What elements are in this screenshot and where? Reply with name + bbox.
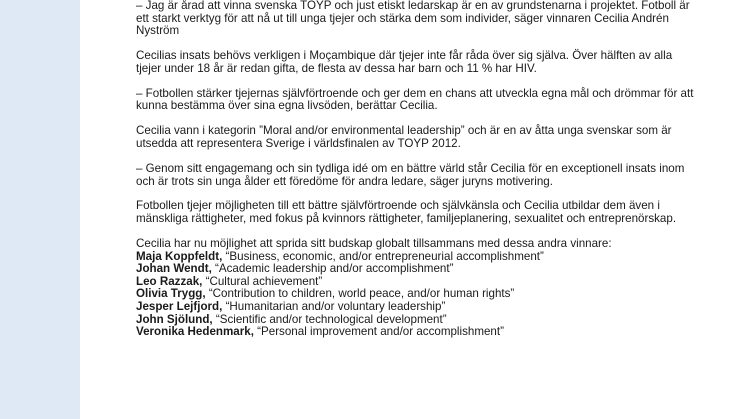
paragraph: Cecilia vann i kategorin ”Moral and/or environmental leadership” och är en av åtta unga svenskar som är utsedda att representera Sverige i världsfinalen av TOYP 2012. <box>136 124 672 150</box>
winners-intro: Cecilia har nu möjlighet att sprida sitt budskap globalt tillsammans med dessa andra vinnare: <box>136 237 612 251</box>
winner-category: “Scientific and/or technological development” <box>212 312 447 326</box>
paragraph: – Jag är årad att vinna svenska TOYP och just etiskt ledarskap är en av grundstenarna i projektet. Fotboll är ett starkt verktyg för att nå ut till unga tjejer och stärka dem som individer, säger vinnaren Cecilia Andrén Nyström <box>136 0 690 38</box>
paragraph: – Fotbollen stärker tjejernas självförtroende och ger dem en chans att utveckla egna mål och drömmar för att kunna bestämma över sina egna livsöden, berättar Cecilia. <box>136 86 694 113</box>
left-sidebar-band <box>0 0 80 419</box>
winner-name: Leo Razzak, <box>136 274 203 288</box>
winner-name: John Sjölund, <box>136 312 213 326</box>
winners-list <box>136 238 696 339</box>
winner-name: Veronika Hedenmark, <box>136 325 254 339</box>
winner-name: Maja Koppfeldt, <box>136 249 223 263</box>
winner-category: “Cultural achievement” <box>202 274 323 288</box>
paragraph: Fotbollen tjejer möjligheten till ett bättre självförtroende och självkänsla och Cecilia utbildar dem även i mänskliga rättigheter, med fokus på kvinnors rättigheter, familjeplanering, sexualitet och entreprenörskap. <box>136 199 677 226</box>
paragraph: – Genom sitt engagemang och sin tydliga idé om en bättre värld står Cecilia för en exceptionell insats inom och är trots sin unga ålder ett föredöme för andra ledare, säger juryns motivering. <box>136 161 685 188</box>
winner-category: “Personal improvement and/or accomplishment” <box>253 325 504 339</box>
winner-name: Johan Wendt, <box>136 262 212 276</box>
document-body <box>136 0 696 339</box>
paragraph: Cecilias insats behövs verkligen i Moçambique där tjejer inte får råda över sig själva. Över hälften av alla tjejer under 18 år är redan gifta, de flesta av dessa har barn och 11 % har HIV. <box>136 49 673 75</box>
winner-category: “Humanitarian and/or voluntary leadership” <box>222 300 446 314</box>
winner-category: “Business, economic, and/or entrepreneurial accomplishment” <box>222 249 544 263</box>
winner-item <box>136 326 696 339</box>
winner-name: Olivia Trygg, <box>136 287 206 301</box>
winner-name: Jesper Lejfjord, <box>136 300 223 314</box>
winner-category: “Academic leadership and/or accomplishment” <box>211 262 454 276</box>
winner-category: “Contribution to children, world peace, and/or human rights” <box>205 287 515 301</box>
